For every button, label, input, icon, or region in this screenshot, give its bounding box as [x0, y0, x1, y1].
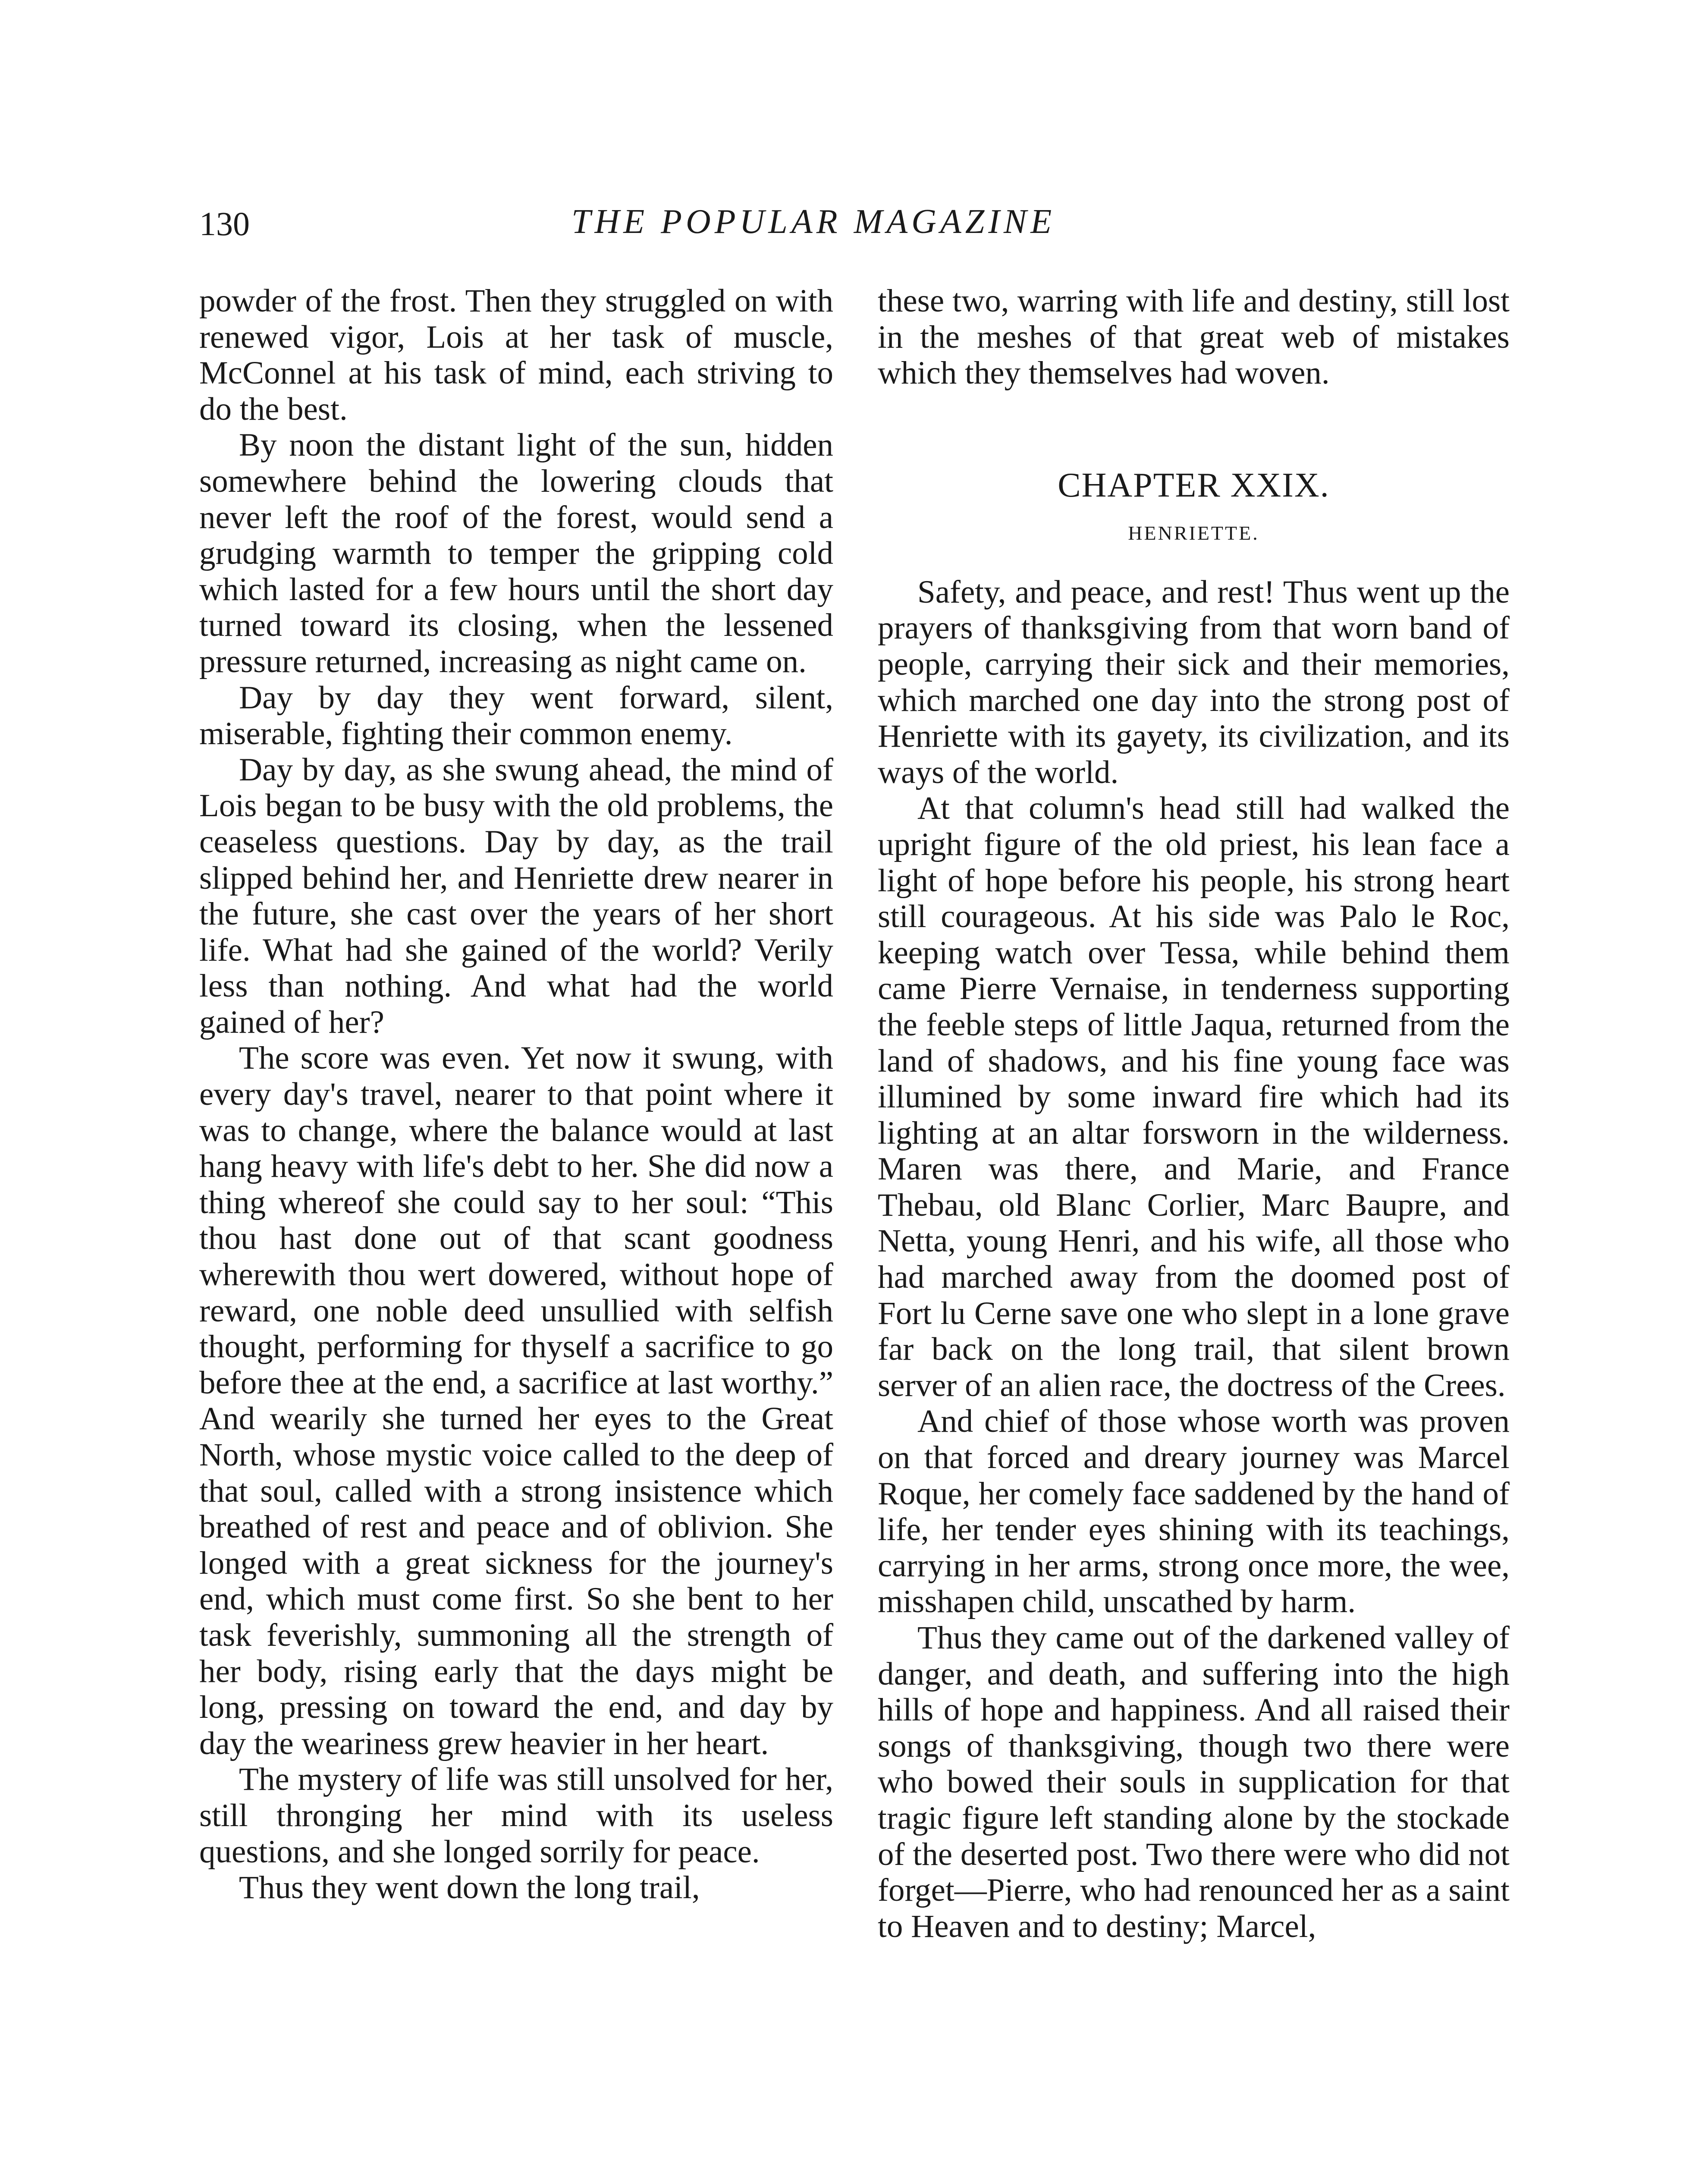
paragraph: At that column's head still had walked the upright figure of the old priest, his lean face a light of hope before his people, his strong heart still courageous. At his side was Palo le Roc, keeping watch over Tessa, while behind them came Pierre Vernaise, in tenderness supporting the feeble steps of little Jaqua, returned from the land of shadows, and his fine young face was illumined by some inward fire which had its lighting at an altar forsworn in the wilderness. Maren was there, and Marie, and France Thebau, old Blanc Corlier, Marc Baupre, and Netta, young Henri, and his wife, all those who had marched away from the doomed post of Fort lu Cerne save one who slept in a lone grave far back on the long trail, that silent brown server of an alien race, the doctress of the Crees.	[878, 790, 1510, 1403]
paragraph: The score was even. Yet now it swung, with every day's travel, nearer to that point where it was to change, where the balance would at last hang heavy with life's debt to her. She did now a thing whereof she could say to her soul: “This thou hast done out of that scant goodness wherewith thou wert dowered, without hope of reward, one noble deed unsullied with selfish thought, performing for thyself a sacrifice to go before thee at the end, a sacrifice at last worthy.” And wearily she turned her eyes to the Great North, whose mystic voice called to the deep of that soul, called with a strong insistence which breathed of rest and peace and of oblivion. She longed with a great sickness for the journey's end, which must come first. So she bent to her task feverishly, summoning all the strength of her body, rising early that the days might be long, pressing on toward the end, and day by day the weariness grew heavier in her heart.	[199, 1040, 833, 1761]
paragraph: Day by day, as she swung ahead, the mind of Lois began to be busy with the old problems, the ceaseless questions. Day by day, as the trail slipped behind her, and Henriette drew nearer in the future, she cast over the years of her short life. What had she gained of the world? Verily less than nothing. And what had the world gained of her?	[199, 751, 833, 1040]
paragraph: powder of the frost. Then they struggled on with renewed vigor, Lois at her task of muscle, McConnel at his task of mind, each striving to do the best.	[199, 283, 833, 427]
left-column	[199, 283, 833, 1906]
paragraph: By noon the distant light of the sun, hidden somewhere behind the lowering clouds that never left the roof of the forest, would send a grudging warmth to temper the gripping cold which lasted for a few hours until the short day turned toward its closing, when the lessened pressure returned, increasing as night came on.	[199, 427, 833, 679]
paragraph: And chief of those whose worth was proven on that forced and dreary journey was Marcel Roque, her comely face saddened by the hand of life, her tender eyes shining with its teachings, carrying in her arms, strong once more, the wee, misshapen child, unscathed by harm.	[878, 1403, 1510, 1620]
paragraph: Day by day they went forward, silent, miserable, fighting their common enemy.	[199, 679, 833, 752]
paragraph: Thus they came out of the darkened valley of danger, and death, and suffering into the high hills of hope and happiness. And all raised their songs of thanksgiving, though two there were who bowed their souls in supplication for that tragic figure left standing alone by the stockade of the deserted post. Two there were who did not forget—Pierre, who had renounced her as a saint to Heaven and to destiny; Marcel,	[878, 1620, 1510, 1944]
paragraph: The mystery of life was still unsolved for her, still thronging her mind with its useless questions, and she longed sorrily for peace.	[199, 1761, 833, 1870]
page-number: 130	[199, 205, 250, 242]
paragraph: Thus they went down the long trail,	[239, 1870, 700, 1906]
running-head: THE POPULAR MAGAZINE	[571, 203, 1056, 241]
chapter-heading: CHAPTER XXIX.	[1058, 466, 1330, 504]
paragraph: Safety, and peace, and rest! Thus went up the prayers of thanksgiving from that worn band of people, carrying their sick and their memories, which marched one day into the strong post of Henriette with its gayety, its civilization, and its ways of the world.	[878, 574, 1510, 790]
chapter-subtitle: HENRIETTE.	[1128, 522, 1259, 544]
right-column	[878, 283, 1510, 1944]
paragraph: these two, warring with life and destiny, still lost in the meshes of that great web of mistakes which they themselves had woven.	[878, 283, 1510, 391]
